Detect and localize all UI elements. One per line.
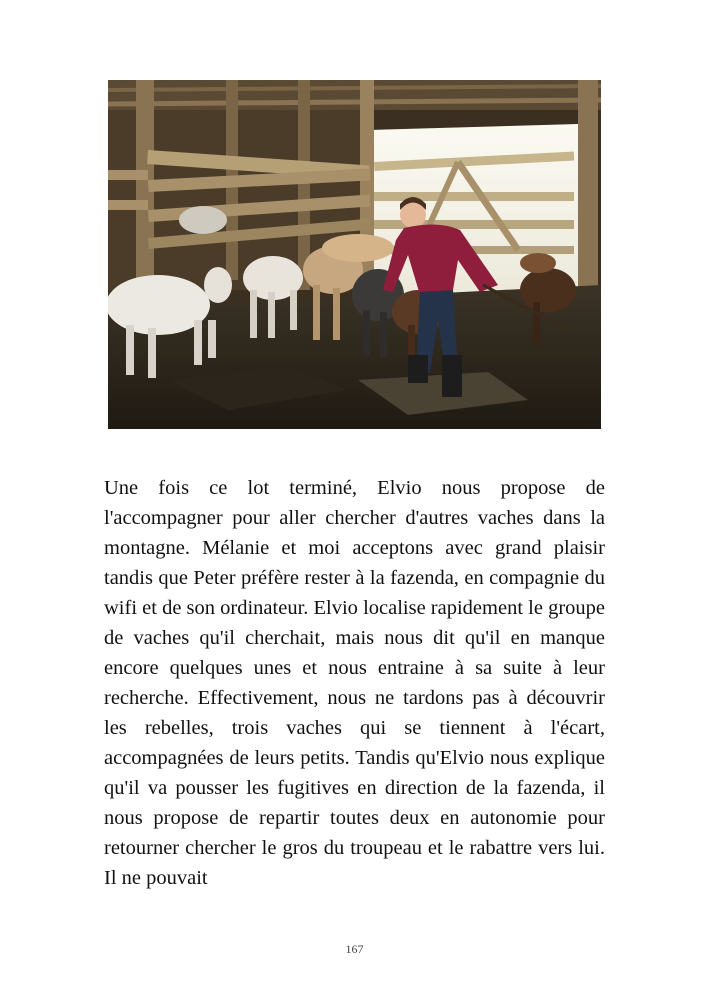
body-paragraph: Une fois ce lot terminé, Elvio nous propose de l'accompagner pour aller chercher d'autres vaches dans la montagne. Mélanie et moi acceptons avec grand plaisir tandis que Peter préfère rester à la fazenda, en compagnie du wifi et de son ordinateur. Elvio localise rapidement le groupe de vaches qu'il cherchait, mais nous dit qu'il en manque encore quelques unes et nous entraine à sa suite à leur recherche. Effectivement, nous ne tardons pas à découvrir les rebelles, trois vaches qui se tiennent à l'écart, accompagnées de leurs petits. Tandis qu'Elvio nous explique qu'il va pousser les fugitives en direction de la fazenda, il nous propose de repartir toutes deux en autonomie pour retourner chercher le gros du troupeau et le rabattre vers lui. Il ne pouvait: [104, 477, 605, 889]
page-number: 167: [345, 942, 364, 956]
barn-photo: [108, 80, 601, 429]
